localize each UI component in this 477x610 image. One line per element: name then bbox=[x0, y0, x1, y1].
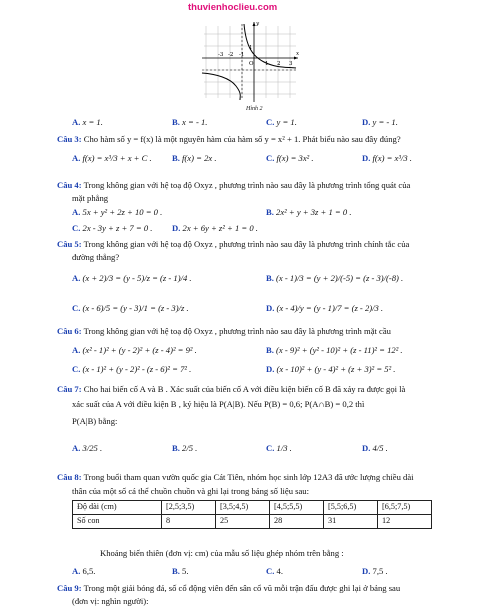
svg-text:2: 2 bbox=[277, 61, 281, 67]
table-cell: 12 bbox=[378, 515, 432, 529]
q6-option-c[interactable]: C. (x - 1)² + (y - 2)² - (z - 6)² = 7² . bbox=[72, 364, 192, 374]
table-cell: [3,5;4,5) bbox=[216, 501, 270, 515]
table-cell: 28 bbox=[270, 515, 324, 529]
q3-option-a[interactable]: A. f(x) = x³/3 + x + C . bbox=[72, 153, 152, 163]
table-cell: Độ dài (cm) bbox=[73, 501, 162, 515]
q3-option-d[interactable]: D. f(x) = x³/3 . bbox=[362, 153, 412, 163]
q2-option-c[interactable]: C. y = 1. bbox=[266, 117, 297, 127]
q3-stem: Câu 3: Cho hàm số y = f(x) là một nguyên hàm của hàm số y = x² + 1. Phát biểu nào sau đây đúng? bbox=[57, 134, 401, 144]
svg-text:-3: -3 bbox=[218, 52, 224, 58]
y-axis-label: y bbox=[256, 21, 260, 27]
q5-option-a[interactable]: A. (x + 2)/3 = (y - 5)/z = (z - 1)/4 . bbox=[72, 273, 192, 283]
table-cell: 8 bbox=[162, 515, 216, 529]
table-cell: [5,5;6,5) bbox=[324, 501, 378, 515]
q4-stem: Câu 4: Trong không gian với hệ toạ độ Oxyz , phương trình nào sau đây là phương trình tổng quát của bbox=[57, 180, 411, 190]
q2-option-d[interactable]: D. y = - 1. bbox=[362, 117, 398, 127]
q7-stem-line3: P(A|B) bằng: bbox=[72, 416, 118, 426]
q6-option-a[interactable]: A. (x² - 1)² + (y - 2)² + (z - 4)² = 9² . bbox=[72, 345, 197, 355]
svg-text:-2: -2 bbox=[228, 52, 234, 58]
q8-stem: Câu 8: Trong buổi tham quan vườn quốc gia Cát Tiên, nhóm học sinh lớp 12A3 đã ước lượng chiều dài bbox=[57, 472, 414, 482]
figure-caption: Hình 2 bbox=[246, 106, 263, 112]
q9-stem: Câu 9: Trong một giải bóng đá, số cổ động viên đến sân cổ vũ mỗi trận đấu được ghi lại ở bảng sau bbox=[57, 583, 401, 593]
q8-option-b[interactable]: B. 5. bbox=[172, 566, 189, 576]
svg-text:O: O bbox=[249, 61, 254, 67]
table-cell: [6,5;7,5) bbox=[378, 501, 432, 515]
site-watermark: thuvienhoclieu.com bbox=[188, 2, 278, 13]
x-axis-label: x bbox=[296, 51, 300, 57]
q5-stem-cont: đường thẳng? bbox=[72, 252, 120, 262]
table-cell: [4,5;5,5) bbox=[270, 501, 324, 515]
q4-option-a[interactable]: A. 5x + y² + 2z + 10 = 0 . bbox=[72, 207, 163, 217]
q5-stem: Câu 5: Trong không gian với hệ toạ độ Oxyz , phương trình nào sau đây là phương trình chính tắc của bbox=[57, 239, 410, 249]
q7-option-a[interactable]: A. 3/25 . bbox=[72, 443, 103, 453]
table-cell: [2,5;3,5) bbox=[162, 501, 216, 515]
svg-text:-1: -1 bbox=[239, 52, 245, 58]
q7-option-d[interactable]: D. 4/5 . bbox=[362, 443, 388, 453]
q8-data-table bbox=[72, 500, 432, 529]
q9-stem-line2: (đơn vị: nghìn người): bbox=[72, 596, 149, 606]
q4-option-c[interactable]: C. 2x - 3y + z + 7 = 0 . bbox=[72, 223, 153, 233]
q6-option-b[interactable]: B. (x - 9)² + (y² - 10)² + (z - 11)² = 12² . bbox=[266, 345, 403, 355]
q8-stem-line2: thân của một số cá thể chuồn chuồn và ghi lại trong bảng số liệu sau: bbox=[72, 486, 309, 496]
q3-option-b[interactable]: B. f(x) = 2x . bbox=[172, 153, 217, 163]
svg-text:3: 3 bbox=[289, 61, 293, 67]
q7-option-c[interactable]: C. 1/3 . bbox=[266, 443, 292, 453]
q7-option-b[interactable]: B. 2/5 . bbox=[172, 443, 198, 453]
q8-question: Khoảng biến thiên (đơn vị: cm) của mẫu số liệu ghép nhóm trên bằng : bbox=[100, 548, 344, 558]
q8-option-d[interactable]: D. 7,5 . bbox=[362, 566, 388, 576]
table-cell: 25 bbox=[216, 515, 270, 529]
table-cell: Số con bbox=[73, 515, 162, 529]
q2-option-b[interactable]: B. x = - 1. bbox=[172, 117, 208, 127]
svg-text:1: 1 bbox=[265, 61, 269, 67]
q4-option-b[interactable]: B. 2x² + y + 3z + 1 = 0 . bbox=[266, 207, 352, 217]
table-header-row bbox=[73, 501, 432, 515]
svg-text:1: 1 bbox=[249, 45, 253, 51]
q7-stem: Câu 7: Cho hai biến cố A và B . Xác suất của biến cố A với điều kiện biến cố B đã xảy ra được gọi là bbox=[57, 384, 406, 394]
q5-option-c[interactable]: C. (x - 6)/5 = (y - 3)/1 = (z - 3)/z . bbox=[72, 303, 189, 313]
q6-stem: Câu 6: Trong không gian với hệ toạ độ Oxyz , phương trình nào sau đây là phương trình mặt cầu bbox=[57, 326, 391, 336]
q2-option-a[interactable]: A. x = 1. bbox=[72, 117, 103, 127]
q5-option-d[interactable]: D. (x - 4)/y = (y - 1)/7 = (z - 2)/3 . bbox=[266, 303, 384, 313]
q3-option-c[interactable]: C. f(x) = 3x² . bbox=[266, 153, 314, 163]
q6-option-d[interactable]: D. (x - 10)² + (y - 4)² + (z + 3)² = 5² . bbox=[266, 364, 396, 374]
hyperbola-figure bbox=[196, 18, 302, 118]
table-row bbox=[73, 515, 432, 529]
q8-option-c[interactable]: C. 4. bbox=[266, 566, 283, 576]
q4-stem-cont: mặt phẳng bbox=[72, 193, 109, 203]
q8-option-a[interactable]: A. 6,5. bbox=[72, 566, 96, 576]
table-cell: 31 bbox=[324, 515, 378, 529]
q4-option-d[interactable]: D. 2x + 6y + z² + 1 = 0 . bbox=[172, 223, 258, 233]
q7-stem-line2: xác suất của A với điều kiện B , ký hiệu là P(A|B). Nếu P(B) = 0,6; P(A∩B) = 0,2 thì bbox=[72, 399, 365, 409]
hyperbola-graph bbox=[196, 18, 302, 118]
q5-option-b[interactable]: B. (x - 1)/3 = (y + 2)/(-5) = (z - 3)/(-8) . bbox=[266, 273, 404, 283]
